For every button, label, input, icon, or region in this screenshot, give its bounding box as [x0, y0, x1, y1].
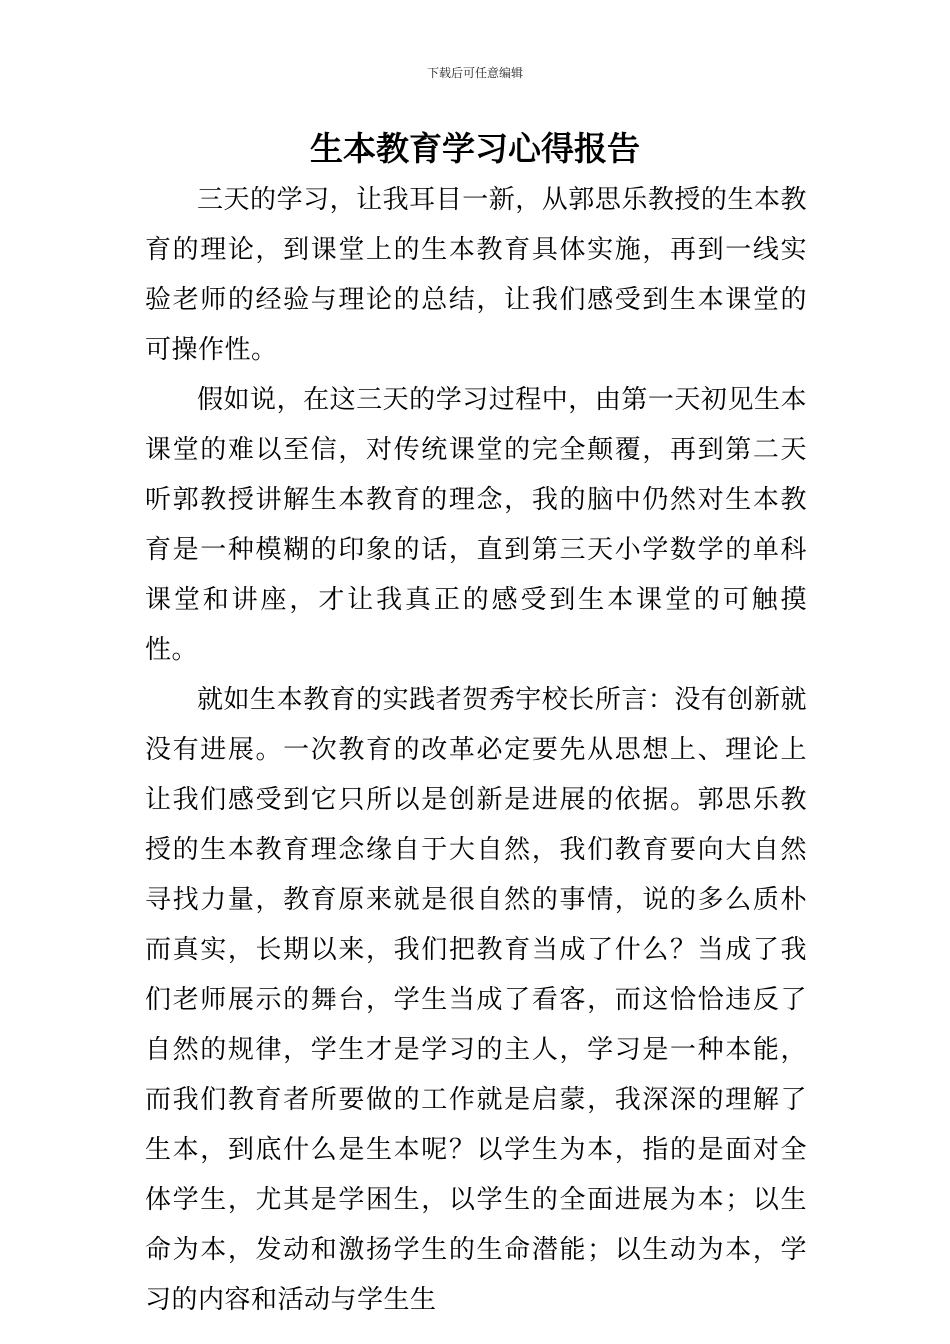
header-note: 下载后可任意编辑 — [426, 66, 523, 80]
paragraph-1: 三天的学习，让我耳目一新，从郭思乐教授的生本教育的理论，到课堂上的生本教育具体实施，再到一线实验老师的经验与理论的总结，让我们感受到生本课堂的可操作性。 — [145, 185, 807, 365]
paragraph-3: 就如生本教育的实践者贺秀宇校长所言：没有创新就没有进展。一次教育的改革必定要先从思想上、理论上让我们感受到它只所以是创新是进展的依据。郭思乐教授的生本教育理念缘自于大自然，我们教育要向大自然寻找力量，教育原来就是很自然的事情，说的多么质朴而真实，长期以来，我们把教育当成了什么？当成了我们老师展示的舞台，学生当成了看客，而这恰恰违反了自然的规律，学生才是学习的主人，学习是一种本能，而我们教育者所要做的工作就是启蒙，我深深的理解了生本，到底什么是生本呢？以学生为本，指的是面对全体学生，尤其是学困生，以学生的全面进展为本；以生命为本，发动和激扬学生的生命潜能；以生动为本，学习的内容和活动与学生生 — [145, 685, 807, 1315]
document-title: 生本教育学习心得报告 — [310, 129, 640, 168]
document-body — [145, 175, 807, 1325]
paragraph-2: 假如说，在这三天的学习过程中，由第一天初见生本课堂的难以至信，对传统课堂的完全颠覆，再到第二天听郭教授讲解生本教育的理念，我的脑中仍然对生本教育是一种模糊的印象的话，直到第三天小学数学的单科课堂和讲座，才让我真正的感受到生本课堂的可触摸性。 — [145, 385, 807, 665]
